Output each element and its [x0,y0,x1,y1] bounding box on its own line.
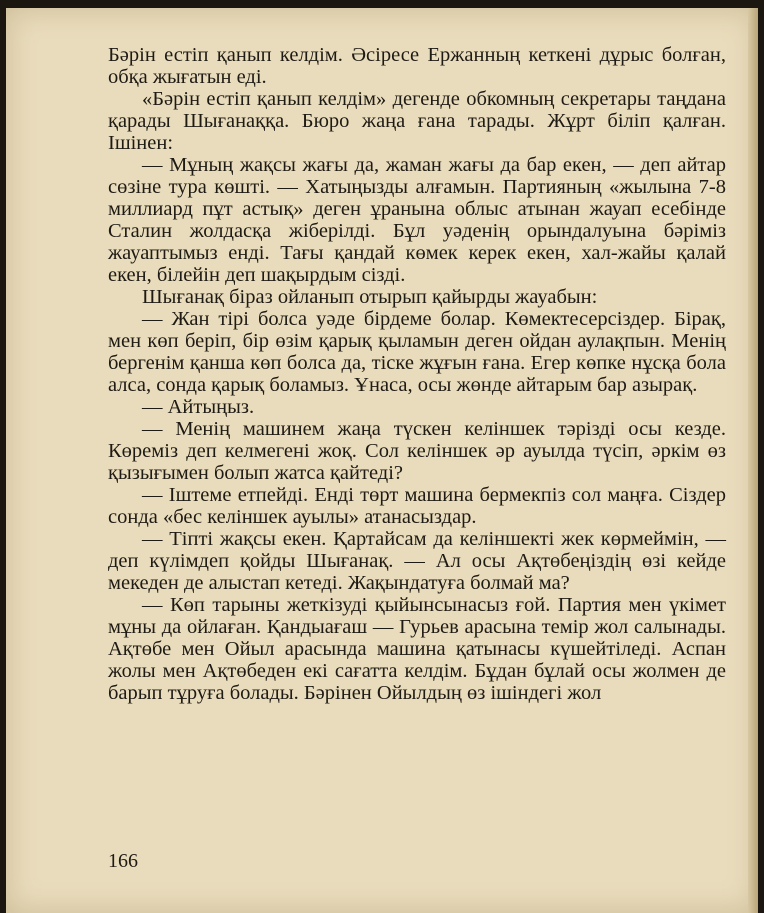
paragraph-8: — Іштеме етпейді. Енді төрт машина бермекпіз сол маңға. Сіздер сонда «бес келіншек ауылы» атанасыздар. [108,484,726,528]
page-edge [748,8,758,913]
paragraph-10: — Көп тарыны жеткізуді қыйынсынасыз ғой. Партия мен үкімет мұны да ойлаған. Қандыағаш — Гурьев арасына темір жол салынады. Ақтөбе мен Ойыл арасында машина қатынасы күшейтіледі. Аспан жолы мен Ақтөбеден екі сағатта келдім. Бұдан бұлай осы жолмен де барып тұруға болады. Бәрінен Ойылдың өз ішіндегі жол [108,594,726,704]
book-page [6,8,758,913]
paragraph-3: — Мұның жақсы жағы да, жаман жағы да бар екен, — деп айтар сөзіне тура көшті. — Хатыңызды алғамын. Партияның «жылына 7-8 миллиард пұт астық» деген ұранына облыс атынан жауап есебінде Сталин жолдасқа жіберілді. Бұл уәденің орындалуына бәріміз жауаптымыз енді. Тағы қандай көмек керек екен, хал-жайы қалай екен, білейін деп шақырдым сізді. [108,154,726,286]
paragraph-4: Шығанақ біраз ойланып отырып қайырды жауабын: [142,286,598,308]
paragraph-2: «Бәрін естіп қанып келдім» дегенде обкомның секретары таңдана қарады Шығанаққа. Бюро жаңа ғана тарады. Жұрт біліп қалған. Ішінен: [108,88,726,154]
paragraph-5: — Жан тірі болса уәде бірдеме болар. Көмектесерсіздер. Бірақ, мен көп беріп, бір өзім қарық қыламын деген ойдан аулақпын. Менің бергенім қанша көп болса да, тіске жұғын ғана. Егер көпке нұсқа бола алса, сонда қарық боламыз. Ұнаса, осы жөнде айтарым бар азырақ. [108,308,726,396]
paragraph-7: — Менің машинем жаңа түскен келіншек тәрізді осы кезде. Көреміз деп келмегені жоқ. Сол келіншек әр ауылда түсіп, әркім өз қызығымен болып жатса қайтеді? [108,418,726,484]
page-number: 166 [108,850,138,872]
paragraph-6: — Айтыңыз. [142,396,255,418]
paragraph-1: Бәрін естіп қанып келдім. Әсіресе Ержанның кеткені дұрыс болған, обқа жығатын еді. [108,44,726,88]
paragraph-9: — Тіпті жақсы екен. Қартайсам да келіншекті жек көрмеймін, — деп күлімдеп қойды Шығанақ. — Ал осы Ақтөбеңіздің өзі кейде мекеден де алыстап кетеді. Жақындатуға болмай ма? [108,528,726,594]
page-text [108,44,726,704]
